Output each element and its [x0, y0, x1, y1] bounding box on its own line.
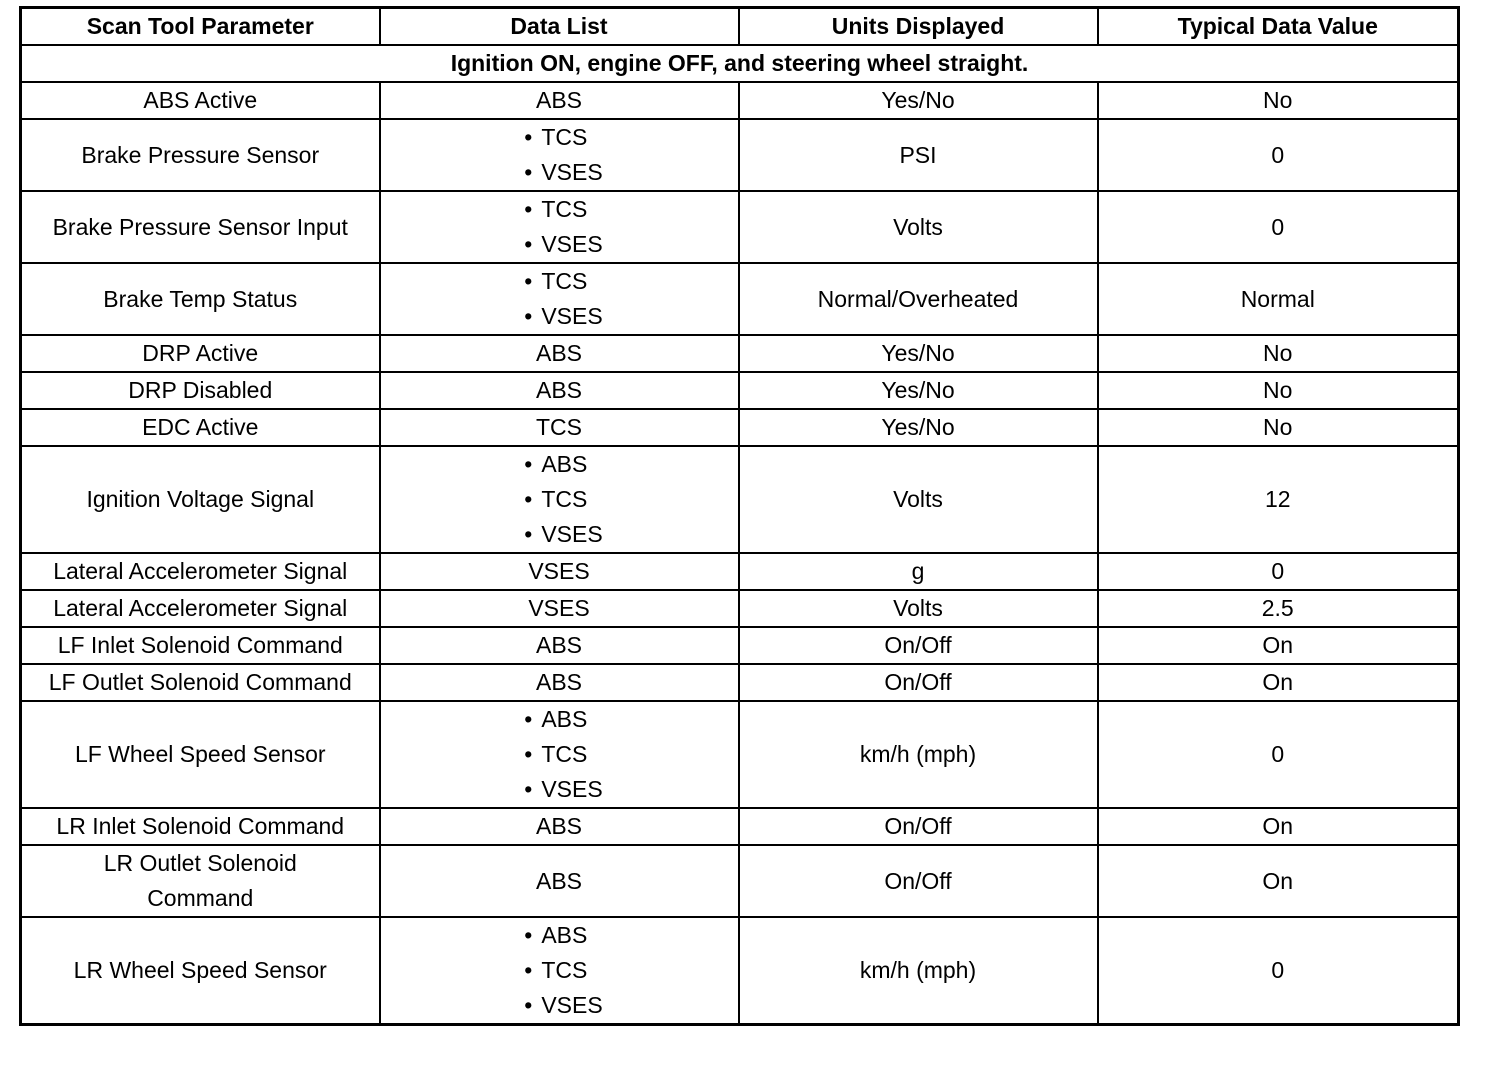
data-list-value: VSES — [541, 159, 603, 185]
bullet-icon: • — [524, 521, 533, 547]
data-list-value: ABS — [535, 87, 583, 113]
scan-tool-data-table — [19, 6, 1460, 1026]
bullet-icon: • — [524, 231, 533, 257]
data-list-item — [515, 482, 602, 517]
units-displayed: Volts — [739, 191, 1098, 263]
data-list-item — [515, 192, 602, 227]
typical-data-value: No — [1098, 372, 1459, 409]
data-list-value: ABS — [541, 922, 588, 948]
parameter-name: Ignition Voltage Signal — [21, 446, 380, 553]
data-list-cell — [380, 590, 739, 627]
data-list-item — [515, 772, 602, 807]
data-list-cell — [380, 372, 739, 409]
units-displayed: Yes/No — [739, 372, 1098, 409]
units-displayed: On/Off — [739, 627, 1098, 664]
data-list-value: TCS — [541, 268, 588, 294]
data-list-items — [515, 702, 602, 807]
table-row — [21, 446, 1459, 553]
table-row — [21, 335, 1459, 372]
parameter-name: ABS Active — [21, 82, 380, 119]
parameter-name: LR Outlet Solenoid Command — [21, 845, 380, 917]
data-list-item — [515, 918, 602, 953]
condition-row — [21, 45, 1459, 82]
table-row — [21, 553, 1459, 590]
typical-data-value: 12 — [1098, 446, 1459, 553]
parameter-name: LF Inlet Solenoid Command — [21, 627, 380, 664]
data-list-items — [515, 447, 602, 552]
typical-data-value: On — [1098, 808, 1459, 845]
data-list-cell — [380, 335, 739, 372]
bullet-icon: • — [524, 196, 533, 222]
data-list-items — [515, 264, 602, 334]
units-displayed: On/Off — [739, 664, 1098, 701]
data-list-cell — [380, 553, 739, 590]
data-list-value: TCS — [541, 124, 588, 150]
units-displayed: Yes/No — [739, 82, 1098, 119]
units-displayed: On/Off — [739, 845, 1098, 917]
data-list-cell — [380, 627, 739, 664]
data-list-value: VSES — [541, 776, 603, 802]
header-data-list: Data List — [380, 8, 739, 46]
data-list-cell — [380, 845, 739, 917]
table-row — [21, 845, 1459, 917]
bullet-icon: • — [524, 706, 533, 732]
units-displayed: Volts — [739, 590, 1098, 627]
bullet-icon: • — [524, 159, 533, 185]
units-displayed: g — [739, 553, 1098, 590]
data-list-value: VSES — [528, 595, 590, 621]
data-list-item — [515, 737, 602, 772]
units-displayed: Volts — [739, 446, 1098, 553]
table-row — [21, 82, 1459, 119]
data-list-items — [515, 120, 602, 190]
typical-data-value: 2.5 — [1098, 590, 1459, 627]
parameter-name: DRP Active — [21, 335, 380, 372]
typical-data-value: 0 — [1098, 917, 1459, 1025]
data-list-cell — [380, 409, 739, 446]
table-row — [21, 627, 1459, 664]
data-list-cell — [380, 917, 739, 1025]
table-row — [21, 263, 1459, 335]
typical-data-value: On — [1098, 845, 1459, 917]
data-list-value: ABS — [535, 340, 583, 366]
data-list-item — [515, 702, 602, 737]
typical-data-value: No — [1098, 409, 1459, 446]
data-list-value: TCS — [541, 957, 588, 983]
typical-data-value: 0 — [1098, 701, 1459, 808]
table-row — [21, 590, 1459, 627]
data-list-item — [515, 988, 602, 1023]
parameter-name: Brake Pressure Sensor — [21, 119, 380, 191]
data-list-value: TCS — [541, 741, 588, 767]
data-list-cell — [380, 82, 739, 119]
bullet-icon: • — [524, 992, 533, 1018]
data-list-item — [515, 120, 602, 155]
table-row — [21, 664, 1459, 701]
data-list-value: TCS — [541, 196, 588, 222]
data-list-value: ABS — [541, 706, 588, 732]
data-list-value: VSES — [528, 558, 590, 584]
units-displayed: km/h (mph) — [739, 917, 1098, 1025]
data-list-value: ABS — [535, 669, 583, 695]
table-row — [21, 191, 1459, 263]
data-list-value: VSES — [541, 521, 603, 547]
typical-data-value: On — [1098, 627, 1459, 664]
parameter-name: DRP Disabled — [21, 372, 380, 409]
typical-data-value: No — [1098, 82, 1459, 119]
table-row — [21, 808, 1459, 845]
data-list-value: TCS — [536, 414, 582, 440]
header-row — [21, 8, 1459, 46]
typical-data-value: 0 — [1098, 553, 1459, 590]
parameter-name: EDC Active — [21, 409, 380, 446]
parameter-name: LF Wheel Speed Sensor — [21, 701, 380, 808]
bullet-icon: • — [524, 741, 533, 767]
units-displayed: Normal/Overheated — [739, 263, 1098, 335]
table-row — [21, 917, 1459, 1025]
header-parameter: Scan Tool Parameter — [21, 8, 380, 46]
units-displayed: Yes/No — [739, 409, 1098, 446]
bullet-icon: • — [524, 957, 533, 983]
bullet-icon: • — [524, 486, 533, 512]
data-list-value: VSES — [541, 992, 603, 1018]
units-displayed: Yes/No — [739, 335, 1098, 372]
units-displayed: PSI — [739, 119, 1098, 191]
typical-data-value: 0 — [1098, 191, 1459, 263]
data-list-cell — [380, 664, 739, 701]
table-row — [21, 701, 1459, 808]
bullet-icon: • — [524, 303, 533, 329]
bullet-icon: • — [524, 451, 533, 477]
data-list-items — [515, 918, 602, 1023]
data-list-item — [515, 227, 602, 262]
typical-data-value: Normal — [1098, 263, 1459, 335]
data-list-item — [515, 517, 602, 552]
table-row — [21, 119, 1459, 191]
parameter-name: LR Wheel Speed Sensor — [21, 917, 380, 1025]
typical-data-value: On — [1098, 664, 1459, 701]
data-list-item — [515, 155, 602, 190]
parameter-name: LF Outlet Solenoid Command — [21, 664, 380, 701]
data-list-value: TCS — [541, 486, 588, 512]
typical-data-value: No — [1098, 335, 1459, 372]
data-list-cell — [380, 446, 739, 553]
parameter-name: Lateral Accelerometer Signal — [21, 590, 380, 627]
parameter-name: LR Inlet Solenoid Command — [21, 808, 380, 845]
table-row — [21, 409, 1459, 446]
bullet-icon: • — [524, 776, 533, 802]
data-list-value: VSES — [541, 303, 603, 329]
data-list-value: ABS — [535, 813, 583, 839]
header-units: Units Displayed — [739, 8, 1098, 46]
data-list-value: ABS — [535, 867, 583, 894]
bullet-icon: • — [524, 922, 533, 948]
bullet-icon: • — [524, 268, 533, 294]
data-list-cell — [380, 263, 739, 335]
data-list-item — [515, 447, 602, 482]
data-list-item — [515, 299, 602, 334]
data-list-cell — [380, 808, 739, 845]
parameter-name: Brake Temp Status — [21, 263, 380, 335]
header-typical-value: Typical Data Value — [1098, 8, 1459, 46]
units-displayed: On/Off — [739, 808, 1098, 845]
parameter-name: Lateral Accelerometer Signal — [21, 553, 380, 590]
typical-data-value: 0 — [1098, 119, 1459, 191]
data-list-items — [515, 192, 602, 262]
data-list-cell — [380, 119, 739, 191]
data-list-value: ABS — [541, 451, 588, 477]
units-displayed: km/h (mph) — [739, 701, 1098, 808]
data-list-value: ABS — [535, 377, 583, 403]
data-list-cell — [380, 701, 739, 808]
data-list-cell — [380, 191, 739, 263]
data-list-item — [515, 264, 602, 299]
bullet-icon: • — [524, 124, 533, 150]
data-list-item — [515, 953, 602, 988]
parameter-name: Brake Pressure Sensor Input — [21, 191, 380, 263]
table-row — [21, 372, 1459, 409]
data-list-value: ABS — [535, 632, 583, 658]
test-condition: Ignition ON, engine OFF, and steering wheel straight. — [21, 45, 1459, 82]
data-list-value: VSES — [541, 231, 603, 257]
